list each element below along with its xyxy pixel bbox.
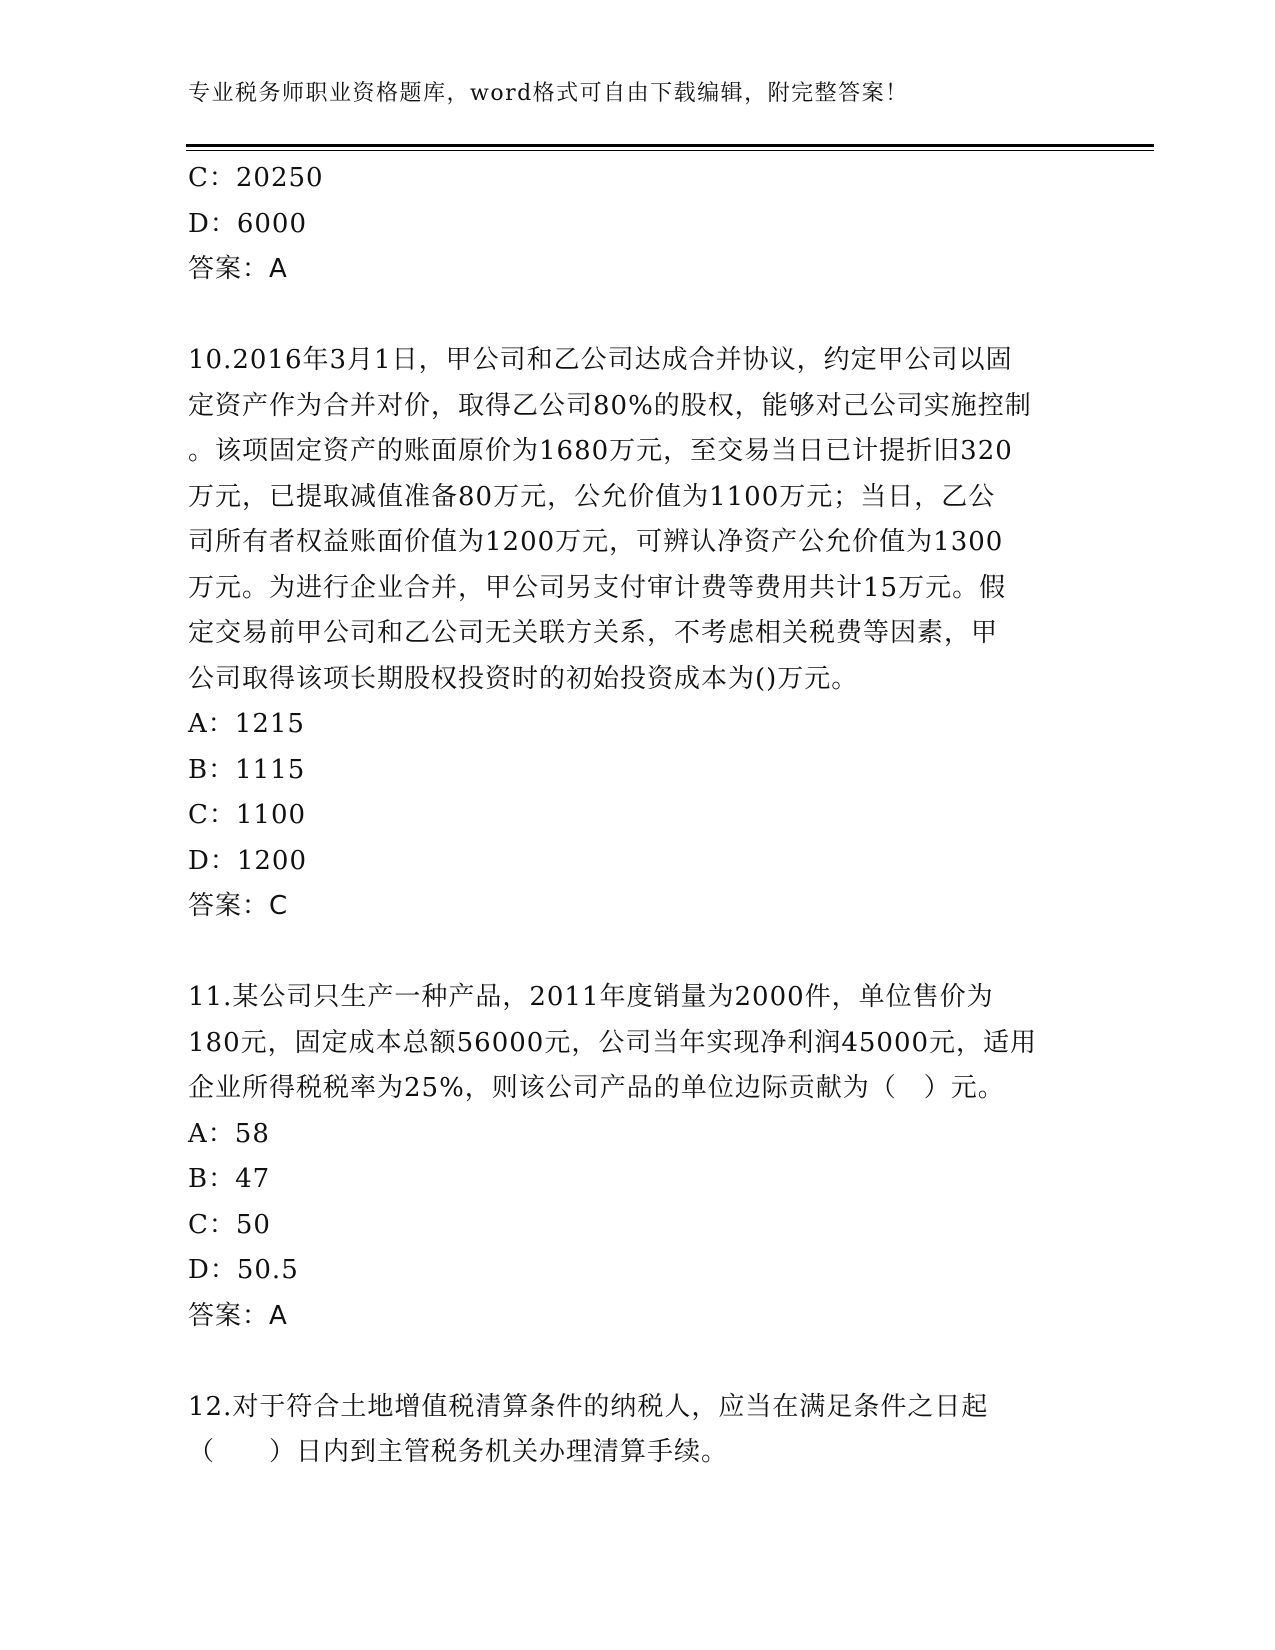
question-text-line: 12.对于符合土地增值税清算条件的纳税人，应当在满足条件之日起 xyxy=(188,1391,989,1422)
option-b: B：1115 xyxy=(188,754,306,785)
option-c: C：20250 xyxy=(188,163,324,193)
header-rule-thick xyxy=(186,144,1154,147)
question-text-line: 。该项固定资产的账面原价为1680万元，至交易当日已计提折旧320 xyxy=(188,436,1013,466)
option-d: D：50.5 xyxy=(188,1255,299,1285)
option-c: C：50 xyxy=(188,1209,271,1240)
question-text-line: 定交易前甲公司和乙公司无关联方关系，不考虑相关税费等因素，甲 xyxy=(188,618,999,648)
question-text-line: 公司取得该项长期股权投资时的初始投资成本为()万元。 xyxy=(188,663,859,694)
question-text-line: 万元。为进行企业合并，甲公司另支付审计费等费用共计15万元。假 xyxy=(188,572,1007,603)
page-header: 专业税务师职业资格题库，word格式可自由下载编辑，附完整答案！ xyxy=(188,81,909,106)
option-a: A：1215 xyxy=(188,709,305,739)
option-d: D：6000 xyxy=(188,208,308,239)
question-10 xyxy=(188,338,1088,930)
question-text-line: 万元，已提取减值准备80万元，公允价值为1100万元；当日，乙公 xyxy=(188,481,996,512)
option-d: D：1200 xyxy=(188,845,308,876)
question-text-line: 10.2016年3月1日，甲公司和乙公司达成合并协议，约定甲公司以固 xyxy=(188,345,1013,375)
question-11 xyxy=(188,975,1088,1339)
answer-line: 答案：C xyxy=(188,891,289,921)
question-text-line: 司所有者权益账面价值为1200万元，可辨认净资产公允价值为1300 xyxy=(188,527,1004,557)
question-text-line: 11.某公司只生产一种产品，2011年度销量为2000件，单位售价为 xyxy=(188,982,994,1012)
question-content xyxy=(188,156,1088,1476)
answer-line: 答案：A xyxy=(188,254,288,284)
header-rule-thin xyxy=(186,150,1154,151)
question-text-line: （ ）日内到主管税务机关办理清算手续。 xyxy=(188,1437,729,1467)
option-b: B：47 xyxy=(188,1164,271,1194)
question-text-line: 企业所得税税率为25%，则该公司产品的单位边际贡献为（ ）元。 xyxy=(188,1073,1005,1103)
question-text-line: 180元，固定成本总额56000元，公司当年实现净利润45000元，适用 xyxy=(188,1027,1038,1058)
option-c: C：1100 xyxy=(188,800,307,830)
question-12 xyxy=(188,1385,1088,1476)
option-a: A：58 xyxy=(188,1118,270,1149)
question-text-line: 定资产作为合并对价，取得乙公司80%的股权，能够对己公司实施控制 xyxy=(188,390,1032,421)
answer-line: 答案：A xyxy=(188,1300,288,1331)
